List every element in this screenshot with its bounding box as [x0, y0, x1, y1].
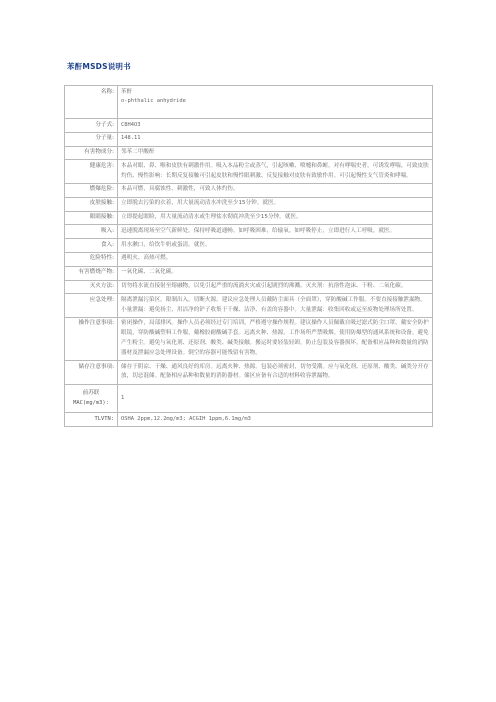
ingest-label: 食入: [65, 239, 118, 253]
fire-label: 灭火方法: [65, 280, 118, 294]
table-row [65, 119, 433, 133]
eye-value: 立即提起眼睑，用大量流动清水或生理盐水彻底冲洗至少15分钟。就医。 [118, 211, 433, 225]
eye-label: 眼睛接触: [65, 211, 118, 225]
chemical-name-en: o-phthalic anhydride [121, 98, 186, 105]
combustion-value: 一氧化碳、二氧化碳。 [118, 266, 433, 280]
explosion-label: 燃爆危险: [65, 183, 118, 197]
chemical-name-cn: 苯酐 [121, 88, 133, 95]
explosion-value: 本品可燃，具腐蚀性、刺激性，可致人体灼伤。 [118, 183, 433, 197]
table-row [65, 294, 433, 318]
name-value [118, 86, 433, 119]
table-row [65, 239, 433, 253]
combustion-label: 有害燃烧产物: [65, 266, 118, 280]
formula-label: 分子式: [65, 119, 118, 133]
operation-label: 操作注意事项: [65, 317, 118, 360]
skin-value: 立即脱去污染的衣着，用大量流动清水冲洗至少15分钟。就医。 [118, 197, 433, 211]
operation-value: 密闭操作，局部排风。操作人员必须经过专门培训，严格遵守操作规程。建议操作人员佩戴自吸过滤式防尘口罩，戴安全防护眼镜，穿防酸碱塑料工作服，戴橡胶耐酸碱手套。远离火种、热源。工作场所严禁吸烟。使用防爆型的通风系统和设备。避免产生粉尘。避免与氧化剂、还原剂、酸类、碱类接触。搬运时要轻装轻卸，防止包装及容器损坏。配备相应品种和数量的消防器材及泄漏应急处理设备。倒空的容器可能残留有害物。 [118, 317, 433, 360]
table-row [65, 225, 433, 239]
formula-value: C8H4O3 [118, 119, 433, 133]
table-row [65, 160, 433, 184]
health-label: 健康危害: [65, 160, 118, 184]
storage-label: 储存注意事项: [65, 361, 118, 385]
table-row [65, 197, 433, 211]
tlv-value: OSHA 2ppm,12.2mg/m3; ACGIH 1ppm,6.1mg/m3 [118, 413, 433, 427]
table-row [65, 211, 433, 225]
danger-label: 危险特性: [65, 252, 118, 266]
danger-value: 遇明火、高热可燃。 [118, 252, 433, 266]
inhale-label: 吸入: [65, 225, 118, 239]
table-row [65, 280, 433, 294]
mac-value: 1 [118, 384, 433, 413]
table-row [65, 384, 433, 413]
msds-table [64, 85, 433, 427]
table-row [65, 86, 433, 119]
fire-value: 切勿将水流直接射至熔融物，以免引起严重的流淌火灾或引起剧烈的沸溅。灭火剂：抗溶性泡沫、干粉、二氧化碳。 [118, 280, 433, 294]
table-row [65, 183, 433, 197]
mw-value: 148.11 [118, 132, 433, 146]
ingest-value: 用水漱口，给饮牛奶或蛋清。就医。 [118, 239, 433, 253]
hazard-component-label: 有害物成分: [65, 146, 118, 160]
spill-value: 隔离泄漏污染区，限制出入。切断火源。建议应急处理人员戴防尘面具（全面罩），穿防酸碱工作服。不要直接接触泄漏物。小量泄漏：避免扬尘，用洁净的铲子收集于干燥、洁净、有盖的容器中。大量泄漏：收集回收或运至废物处理场所处置。 [118, 294, 433, 318]
table-row [65, 132, 433, 146]
name-label: 名称: [65, 86, 118, 119]
table-row [65, 361, 433, 385]
table-row [65, 266, 433, 280]
storage-value: 储存于阴凉、干燥、通风良好的库房。远离火种、热源。包装必须密封，切勿受潮。应与氧化剂、还原剂、酸类、碱类分开存放，切忌混储。配备相应品种和数量的消防器材。储区应备有合适的材料收容泄漏物。 [118, 361, 433, 385]
table-row [65, 317, 433, 360]
spill-label: 应急处理: [65, 294, 118, 318]
mac-label: 前苏联 MAC(mg/m3): [65, 384, 118, 413]
document-title: 苯酐MSDS说明书 [67, 62, 131, 71]
mw-label: 分子量: [65, 132, 118, 146]
table-row [65, 146, 433, 160]
hazard-component-value: 邻苯二甲酸酐 [118, 146, 433, 160]
health-value: 本品对眼、鼻、喉和皮肤有刺激作用。吸入本品粉尘或蒸气，引起咳嗽、喷嚏和鼻衄。对有哮喘史者，可诱发哮喘。可致皮肤灼伤、慢性影响：长期反复接触可引起皮肤和慢性眼刺激、反复接触对皮肤有致敏作用。可引起慢性支气管炎和哮喘。 [118, 160, 433, 184]
tlv-label: TLVTN: [65, 413, 118, 427]
skin-label: 皮肤接触: [65, 197, 118, 211]
table-row [65, 252, 433, 266]
inhale-value: 迅速脱离现场至空气新鲜处。保持呼吸道通畅。如呼吸困难，给输氧。如呼吸停止，立即进行人工呼吸。就医。 [118, 225, 433, 239]
table-row [65, 413, 433, 427]
